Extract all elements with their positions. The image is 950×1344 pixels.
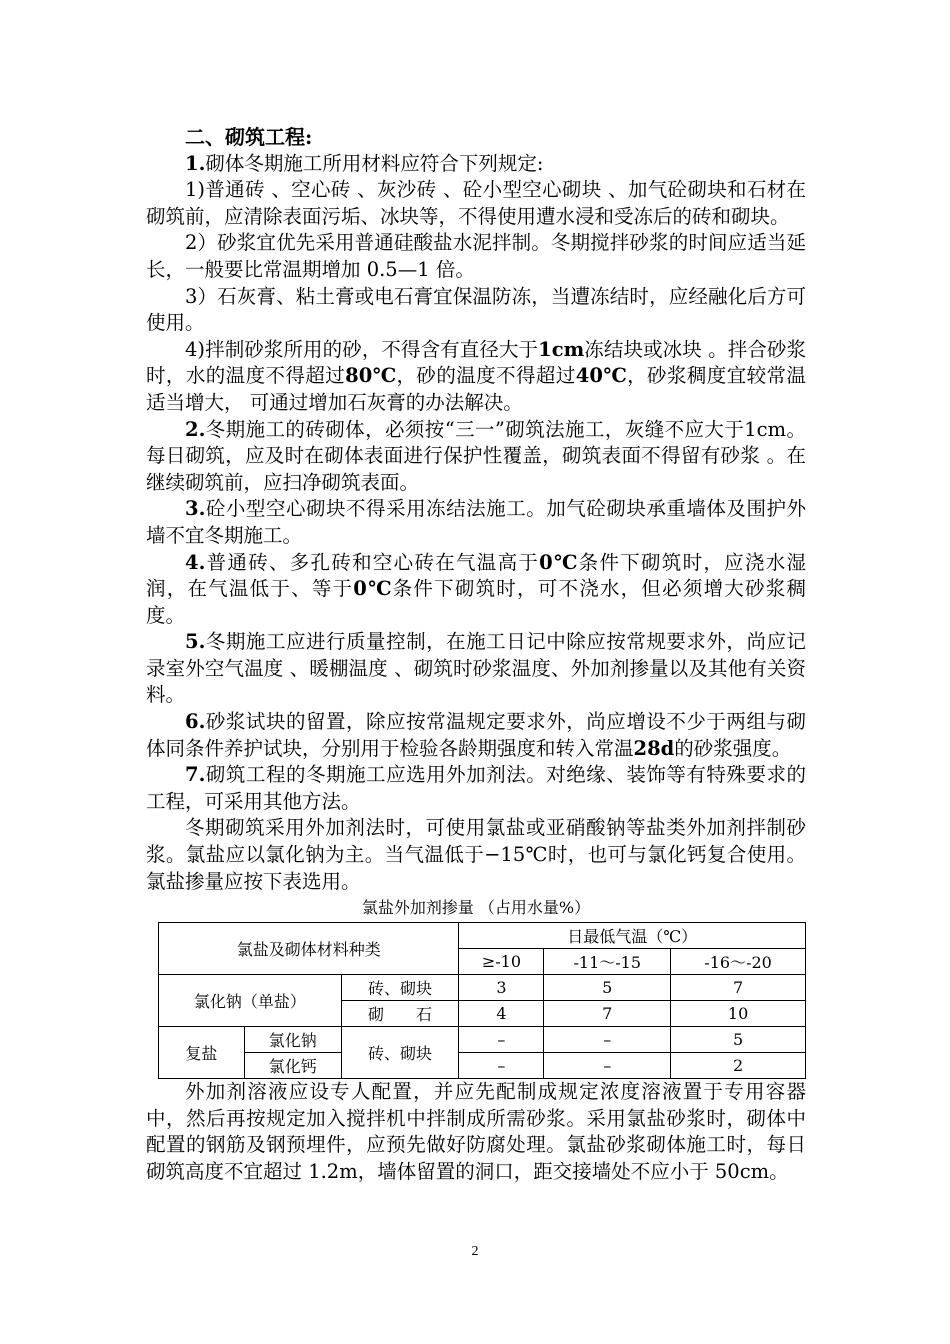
table-row: [159, 975, 806, 1001]
item-4: [146, 550, 806, 630]
item-number: 4.: [185, 550, 206, 574]
item-number: 3.: [185, 497, 206, 521]
table-cell: –: [544, 1027, 671, 1053]
sub-item-1: 1)普通砖 、空心砖 、灰沙砖 、砼小型空心砌块 、加气砼砌块和石材在砌筑前，应清除表面污垢、冰块等，不得使用遭水浸和受冻后的砖和砌块。: [146, 178, 806, 228]
text-run-bold: 28d: [633, 736, 675, 760]
table-cell: 3: [459, 975, 544, 1001]
text-run-bold: 80℃: [345, 364, 397, 388]
text-run-bold: 40℃: [575, 364, 628, 388]
chloride-dosage-table: [158, 922, 806, 1079]
table-row: [159, 923, 806, 949]
text-run-bold: 0℃: [353, 577, 393, 601]
text-run: 普通砖、多孔砖和空心砖在气温高于: [205, 550, 540, 574]
item-number: 1.: [185, 151, 206, 175]
row-material: 砌 石: [341, 1001, 459, 1027]
table-cell: –: [544, 1053, 671, 1079]
item-number: 7.: [185, 763, 206, 787]
text-run: 条件下砌筑时，应浇水湿润，在气温低于、等于: [146, 550, 806, 601]
item-5: [146, 629, 806, 709]
table-cell: 5: [544, 975, 671, 1001]
item-text: 冬期施工应进行质量控制，在施工日记中除应按常规要求外，尚应记录室外空气温度 、暖棚温度 、砌筑时砂浆温度、外加剂掺量以及其他有关资料。: [146, 630, 806, 707]
header-min-temperature: 日最低气温（℃）: [459, 923, 806, 949]
text-run: 砂浆试块的留置，除应按常温规定要求外，尚应增设不少于两组与砌体同条件养护试块，分别用于检验各龄期强度和转入常温: [146, 710, 806, 760]
text-run-bold: 0℃: [539, 550, 579, 574]
table-caption: 氯盐外加剂掺量 （占用水量%）: [361, 898, 591, 918]
text-run: ，砂浆稠度宜较常温适当增大， 可通过增加石灰膏的办法解决。: [146, 364, 806, 414]
table-cell: 10: [671, 1001, 806, 1027]
table-row: [159, 1027, 806, 1053]
row-material: 砖、砌块: [341, 1027, 459, 1079]
text-run: 的砂浆强度。: [674, 736, 792, 760]
table-cell: –: [459, 1053, 544, 1079]
section-heading: 二、砌筑工程:: [185, 125, 313, 149]
col-header: ≥-10: [459, 949, 544, 975]
table-cell: 5: [671, 1027, 806, 1053]
item-text: 冬期施工的砖砌体，必须按“三一”砌筑法施工，灰缝不应大于1cm。每日砌筑，应及时在砌体表面进行保护性覆盖，砌筑表面不得留有砂浆 。在继续砌筑前，应扫净砌筑表面。: [146, 417, 806, 494]
item-text: 砌体冬期施工所用材料应符合下列规定:: [205, 151, 544, 175]
text-run: 条件下砌筑时，可不浇水，但必须增大砂浆稠度。: [146, 577, 806, 627]
sub-item-4: [146, 337, 806, 417]
sub-item-3: 3）石灰膏、粘土膏或电石膏宜保温防冻，当遭冻结时，应经融化后方可使用。: [146, 284, 806, 335]
row-material: 砖、砌块: [341, 975, 459, 1001]
row-sub-label: 氯化钠: [244, 1027, 341, 1053]
item-number: 2.: [185, 417, 206, 441]
item-text: 砌筑工程的冬期施工应选用外加剂法。对绝缘、装饰等有特殊要求的工程，可采用其他方法。: [146, 763, 806, 813]
row-sub-label: 氯化钙: [244, 1053, 341, 1079]
row-group-label: 氯化钠（单盐）: [159, 975, 342, 1027]
header-material-type: 氯盐及砌体材料种类: [159, 923, 459, 975]
table-cell: 7: [671, 975, 806, 1001]
item-number: 5.: [185, 630, 206, 654]
paragraph-solution: 外加剂溶液应设专人配置，并应先配制成规定浓度溶液置于专用容器中，然后再按规定加入搅拌机中拌制成所需砂浆。采用氯盐砂浆时，砌体中配置的钢筋及钢预埋件，应预先做好防腐处理。氯盐砂浆砌体施工时，每日砌筑高度不宜超过 1.2m，墙体留置的洞口，距交接墙处不应小于 50cm。: [146, 1080, 806, 1183]
col-header: -16～-20: [671, 949, 806, 975]
sub-item-2: 2）砂浆宜优先采用普通硅酸盐水泥拌制。冬期搅拌砂浆的时间应适当延长，一般要比常温期增加 0.5—1 倍。: [146, 231, 806, 281]
table-cell: –: [459, 1027, 544, 1053]
item-text: 砼小型空心砌块不得采用冻结法施工。加气砼砌块承重墙体及围护外墙不宜冬期施工。: [146, 497, 806, 547]
table-cell: 4: [459, 1001, 544, 1027]
page-number: 2: [471, 1244, 479, 1259]
table-cell: 2: [671, 1053, 806, 1079]
col-header: -11～-15: [544, 949, 671, 975]
text-run: 4)拌制砂浆所用的砂，不得含有直径大于: [185, 337, 539, 361]
item-1: [146, 151, 806, 178]
row-group-label: 复盐: [159, 1027, 245, 1079]
item-7: [146, 762, 806, 815]
table-cell: 7: [544, 1001, 671, 1027]
item-3: [146, 496, 806, 549]
text-run-bold: 1cm: [538, 337, 585, 361]
document-page: [146, 124, 806, 1186]
paragraph-admixture: 冬期砌筑采用外加剂法时，可使用氯盐或亚硝酸钠等盐类外加剂拌制砂浆。氯盐应以氯化钠为主。当气温低于−15℃时，也可与氯化钙复合使用。氯盐掺量应按下表选用。: [146, 816, 806, 893]
item-2: [146, 417, 806, 497]
item-6: [146, 709, 806, 762]
table-row: [159, 1053, 806, 1079]
item-number: 6.: [185, 710, 206, 734]
text-run: ，砂的温度不得超过: [396, 364, 576, 388]
text-run: 冻结块或冰块 。拌合砂浆时，水的温度不得超过: [146, 337, 806, 388]
